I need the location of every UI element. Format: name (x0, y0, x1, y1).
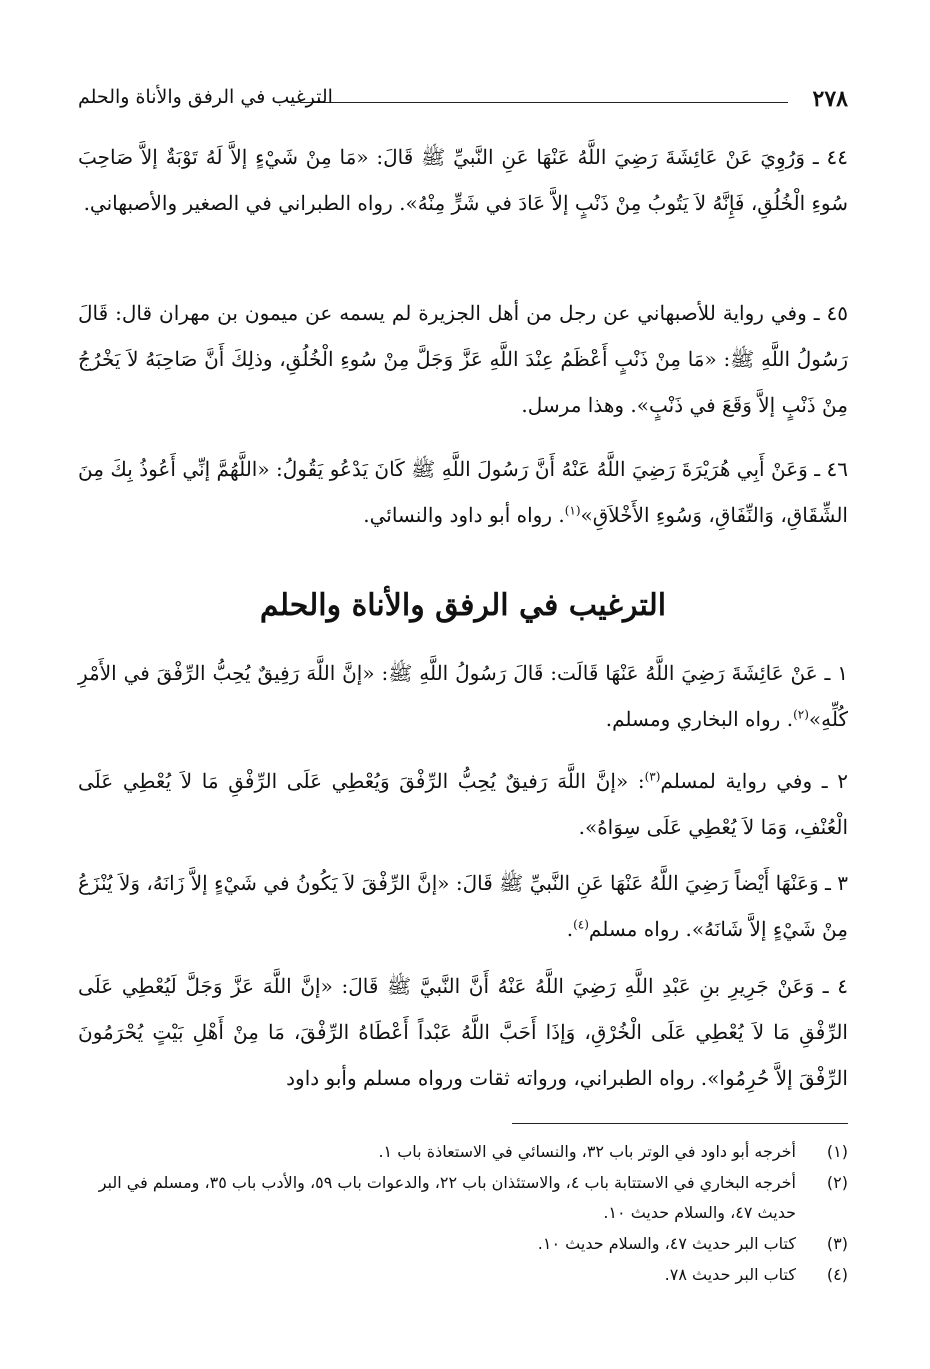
footnote-ref: (٢) (793, 707, 809, 722)
running-title: الترغيب في الرفق والأناة والحلم (78, 86, 333, 108)
hadith-4-text: ٤ ـ وَعَنْ جَرِيرِ بنِ عَبْدِ اللَّهِ رَضِيَ اللَّهُ عَنْهُ أَنَّ النَّبيَّ ﷺ قَالَ: «إنَّ اللَّهَ عَزَّ وَجَلَّ لَيُعْطِي عَلَى الرِّفْقِ مَا لاَ يُعْطِي عَلَى الْخُرْقِ، وَإذَا أَحَبَّ اللَّهُ عَبْداً أَعْطَاهُ الرِّفْقَ، مَا مِنْ أَهْلِ بَيْتٍ يُحْرَمُونَ الرِّفْقَ إلاَّ حُرِمُوا». رواه الطبراني، ورواته ثقات ورواه مسلم وأبو داود (78, 974, 848, 1090)
footnote-1 (78, 1137, 848, 1167)
hadith-3-text: ٣ ـ وَعَنْهَا أَيْضاً رَضِيَ اللَّهُ عَنْهَا عَنِ النَّبيِّ ﷺ قَالَ: «إنَّ الرِّفْقَ لاَ يَكُونُ في شَيْءٍ إلاَّ زَانَهُ، وَلاَ يُنْزَعُ مِنْ شَيْءٍ إلاَّ شَانَهُ». رواه مسلم (78, 871, 848, 941)
hadith-1 (78, 650, 848, 742)
footnote-text: كتاب البر حديث ٤٧، والسلام حديث ١٠. (537, 1234, 796, 1253)
footnote-number: (٣) (826, 1234, 848, 1253)
footnote-text: أخرجه أبو داود في الوتر باب ٣٢، والنسائي في الاستعاذة باب ١. (378, 1142, 796, 1161)
footnote-number: (٢) (826, 1173, 848, 1192)
hadith-45 (78, 290, 848, 428)
hadith-1-text: ١ ـ عَنْ عَائِشَةَ رَضِيَ اللَّهُ عَنْهَا قَالَت: قَالَ رَسُولُ اللَّهِ ﷺ: «إنَّ اللَّهَ رَفِيقٌ يُحِبُّ الرِّفْقَ في الأَمْرِ كُلِّهِ» (78, 661, 848, 731)
page-number: ٢٧٨ (812, 86, 848, 112)
footnote-text: أخرجه البخاري في الاستتابة باب ٤، والاستئذان باب ٢٢، والدعوات باب ٥٩، والأدب باب ٣٥، ومسلم في البر حديث ٤٧، والسلام حديث ١٠. (98, 1173, 796, 1222)
footnote-number: (١) (826, 1142, 848, 1161)
hadith-46-text: ٤٦ ـ وَعَنْ أَبِي هُرَيْرَةَ رَضِيَ اللَّهُ عَنْهُ أَنَّ رَسُولَ اللَّهِ ﷺ كَانَ يَدْعُو يَقُولُ: «اللَّهُمَّ إنِّي أَعُوذُ بِكَ مِنَ الشِّقَاقِ، وَالنِّفَاقِ، وَسُوءِ الأَخْلاَقِ» (78, 457, 848, 527)
hadith-44-text: ٤٤ ـ وَرُوِيَ عَنْ عَائِشَةَ رَضِيَ اللَّهُ عَنْهَا عَنِ النَّبيِّ ﷺ قَالَ: «مَا مِنْ شَيْءٍ إلاَّ لَهُ تَوْبَةٌ إلاَّ صَاحِبَ سُوءِ الْخُلُقِ، فَإِنَّهُ لاَ يَتُوبُ مِنْ ذَنْبٍ إلاَّ عَادَ في شَرٍّ مِنْهُ». رواه الطبراني في الصغير والأصبهاني. (78, 145, 848, 215)
footnote-2 (78, 1168, 848, 1228)
hadith-44 (78, 134, 848, 226)
hadith-4 (78, 963, 848, 1101)
header-rule (300, 102, 788, 103)
footnote-ref: (٣) (644, 769, 661, 784)
hadith-2-rest: : «إنَّ اللَّهَ رَفيقٌ يُحِبُّ الرِّفْقَ وَيُعْطِي عَلَى الرِّفْقِ مَا لاَ يُعْطِي عَلَى الْعُنْفِ، وَمَا لاَ يُعْطِي عَلَى سِوَاهُ». (78, 769, 848, 839)
page-header (78, 86, 848, 116)
hadith-1-source: . رواه البخاري ومسلم. (605, 707, 794, 731)
footnote-4 (78, 1260, 848, 1290)
footnotes (78, 1137, 848, 1291)
hadith-2 (78, 758, 848, 850)
footnote-text: كتاب البر حديث ٧٨. (664, 1265, 796, 1284)
footnote-ref: (١) (564, 503, 581, 518)
section-title: الترغيب في الرفق والأناة والحلم (259, 588, 667, 623)
hadith-46 (78, 446, 848, 538)
footnote-separator (512, 1123, 848, 1124)
hadith-45-text: ٤٥ ـ وفي رواية للأصبهاني عن رجل من أهل الجزيرة لم يسمه عن ميمون بن مهران قال: قَالَ رَسُولُ اللَّهِ ﷺ: «مَا مِنْ ذَنْبٍ أَعْظَمُ عِنْدَ اللَّهِ عَزَّ وَجَلَّ مِنْ سُوءِ الْخُلُقِ، وذلِكَ أَنَّ صَاحِبَهُ لاَ يَخْرُجُ مِنْ ذَنْبٍ إلاَّ وَقَعَ في ذَنْبٍ». وهذا مرسل. (78, 301, 848, 417)
hadith-2-text: ٢ ـ وفي رواية لمسلم (660, 769, 848, 793)
hadith-46-source: . رواه أبو داود والنسائي. (363, 503, 565, 527)
hadith-3 (78, 860, 848, 952)
hadith-3-end: . (566, 917, 574, 941)
footnote-number: (٤) (826, 1265, 848, 1284)
footnote-3 (78, 1229, 848, 1259)
footnote-ref: (٤) (573, 917, 589, 932)
